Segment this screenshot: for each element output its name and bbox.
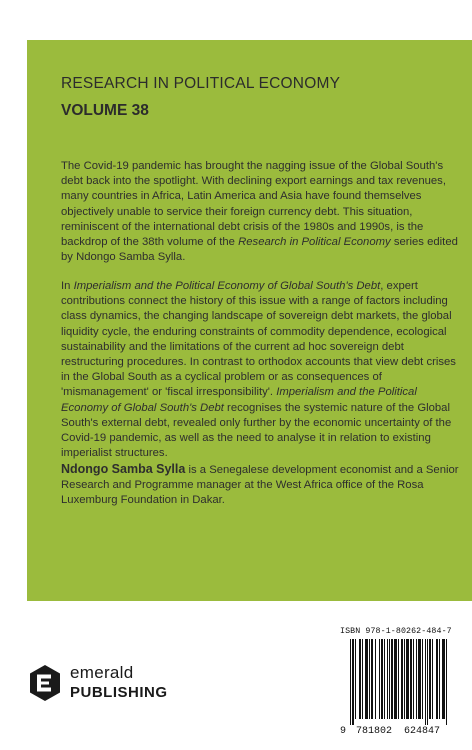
paragraph-text: In <box>61 280 74 292</box>
barcode-bar <box>404 639 405 719</box>
author-bio <box>61 462 459 509</box>
barcode-first-digit: 9 <box>340 726 347 737</box>
barcode-bar <box>389 639 390 719</box>
barcode-bar <box>436 639 438 719</box>
barcode-bar <box>406 639 409 719</box>
publisher-name: emerald <box>70 663 134 682</box>
paragraph-text: recognises the systemic nature of the Global South's external debt, revealed only further by the economic uncertainty of the Covid-19 pandemic, as well as the need to analyse it in relation to existing imperialist structures. <box>61 401 452 460</box>
barcode-bar <box>350 639 351 725</box>
barcode-bar <box>352 639 354 725</box>
barcode-bar <box>432 639 433 719</box>
emerald-logo-icon <box>28 664 62 702</box>
barcode-digits-right: 624847 <box>404 726 441 737</box>
description-paragraph-1 <box>61 159 459 265</box>
barcode-bar <box>416 639 417 719</box>
author-name: Ndongo Samba Sylla <box>61 462 186 476</box>
barcode-bar <box>401 639 403 719</box>
barcode-bar <box>375 639 376 719</box>
barcode-bar <box>371 639 373 719</box>
barcode <box>350 639 450 725</box>
barcode-bar <box>391 639 393 719</box>
barcode-bar <box>398 639 399 719</box>
series-title: RESEARCH IN POLITICAL ECONOMY <box>61 75 341 92</box>
barcode-bar <box>387 639 388 719</box>
barcode-bar <box>413 639 414 719</box>
description-paragraph-2 <box>61 279 459 461</box>
barcode-bar <box>429 639 431 719</box>
barcode-bar <box>394 639 397 719</box>
barcode-bar <box>359 639 361 719</box>
barcode-bar <box>425 639 426 725</box>
barcode-bar <box>446 639 447 725</box>
paragraph-text: series edited by Ndongo Samba Sylla. <box>61 236 458 264</box>
barcode-bar <box>418 639 421 719</box>
isbn-number: ISBN 978-1-80262-484-7 <box>340 627 452 636</box>
volume-number: VOLUME 38 <box>61 102 149 119</box>
publisher-subname: PUBLISHING <box>70 684 168 701</box>
barcode-bar <box>442 639 445 719</box>
barcode-bar <box>427 639 428 725</box>
barcode-bar <box>379 639 380 719</box>
author-bio-text: is a Senegalese development economist and a Senior Research and Programme manager at the West Africa office of the Rosa Luxemburg Foundation in Dakar. <box>61 464 459 507</box>
barcode-bar <box>439 639 440 719</box>
book-title-italic: Imperialism and the Political Economy of Global South's Debt <box>73 280 381 292</box>
barcode-bar <box>365 639 368 719</box>
barcode-bar <box>422 639 423 719</box>
series-name-italic: Research in Political Economy <box>238 236 391 249</box>
barcode-bar <box>362 639 363 719</box>
barcode-bar <box>369 639 370 719</box>
paragraph-text: , expert contributions connect the history of this issue with a range of factors including class dynamics, the changing landscape of sovereign debt markets, the global liquidity cycle, the enduring constraints of commodity dependence, ecological sustainability and the limitations of the current ad hoc sovereign debt restructuring procedures. In contrast to orthodox accounts that view debt crises in the Global South as a cyclical problem or as consequences of 'mismanagement' or 'fiscal irresponsibility'. <box>61 280 456 399</box>
barcode-bar <box>410 639 412 719</box>
barcode-bar <box>381 639 383 719</box>
barcode-digits-left: 781802 <box>356 726 393 737</box>
paragraph-text: The Covid-19 pandemic has brought the nagging issue of the Global South's debt back into the spotlight. With declining export earnings and tax revenues, many countries in Africa, Latin America and Asia have found themselves objectively unable to service their foreign currency debt. This situation, reminiscent of the international debt crisis of the 1980s and 1990s, is the backdrop of the 38th volume of the <box>61 160 446 249</box>
book-title-italic: Imperialism and the Political Economy of Global South's Debt <box>61 386 417 414</box>
barcode-bar <box>384 639 385 719</box>
barcode-bar <box>355 639 356 719</box>
